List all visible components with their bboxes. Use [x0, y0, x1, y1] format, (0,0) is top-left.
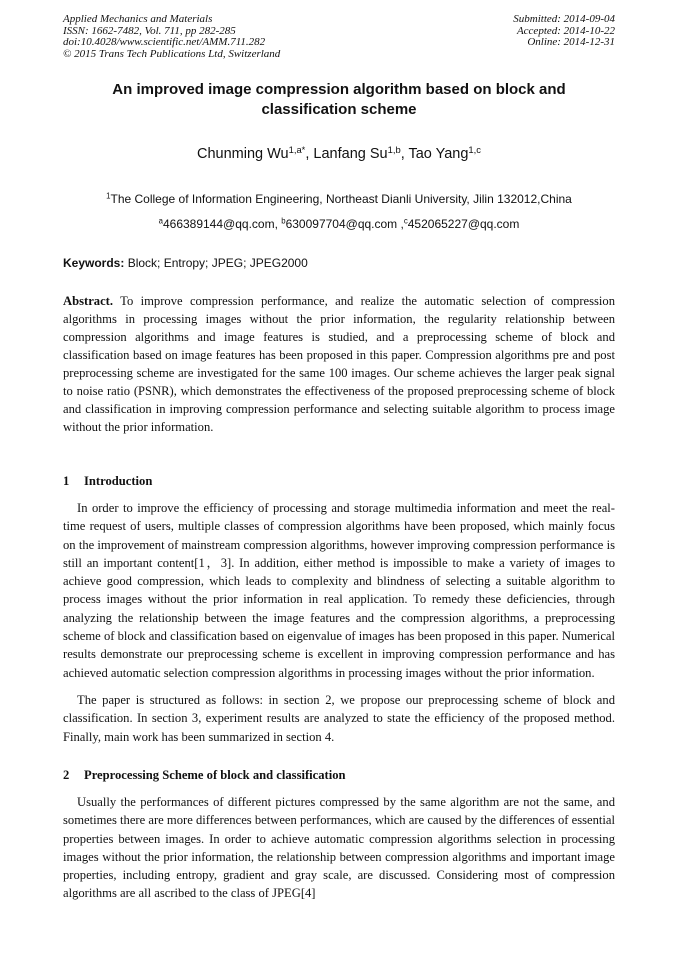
title-line-1: An improved image compression algorithm based on block and — [112, 81, 566, 98]
author-name: Tao Yang — [408, 146, 469, 162]
author-emails — [63, 217, 615, 231]
body-paragraph: Usually the performances of different pictures compressed by the same algorithm are not the same, and sometimes there are more differences between performances, which are caused by the differences of essential properties between images. In order to achieve automatic compression algorithms selection in processing images without the prior information, the relationship between compression algorithms and important image properties, including entropy, gradient and gray scale, are discussed. Considering most of compression algorithms are all ascribed to the class of JPEG[4] — [63, 795, 615, 901]
body-paragraph: The paper is structured as follows: in section 2, we propose our preprocessing scheme of block and classification. In section 3, experiment results are analyzed to state the efficiency of the proposed method. Finally, main work has been summarized in section 4. — [63, 693, 615, 744]
author-name: Lanfang Su — [313, 146, 388, 162]
abstract-text: To improve compression performance, and realize the automatic selection of compression algorithms in processing images without the prior information, the regularity relationship between compression algorithms and image features is studied, and a preprocessing scheme of block and classification based on image features has been proposed in this paper. Compression algorithms pre and post preprocessing scheme are investigated for the same 100 images. Our scheme achieves the larger peak signal to noise ratio (PSNR), which demonstrates the effectiveness of the proposed preprocessing scheme of block and classification in improving compression performance and selecting suitable algorithm to process image without the prior information. — [63, 294, 615, 435]
author-list — [63, 143, 615, 162]
paper-title — [63, 80, 615, 120]
author-affiliation-marker: 1,a* — [288, 143, 306, 155]
section-heading-preprocessing — [63, 768, 346, 783]
keywords — [63, 256, 615, 270]
abstract-label: Abstract. — [63, 294, 114, 308]
email-marker: b — [281, 216, 286, 226]
section-number: 1 — [63, 474, 70, 488]
title-line-2: classification scheme — [261, 101, 417, 118]
online-date: Online: 2014-12-31 — [527, 36, 615, 49]
body-paragraph: In order to improve the efficiency of processing and storage multimedia information and meet the real-time request of users, multiple classes of compression algorithms have been proposed, which mainly focus on the improvement of mainstream compression algorithms, however improving compression performance is still an important content[1，3]. In addition, either method is impossible to make a variety of images to achieve good compression, which leads to complexity and blindness of selecting a suitable algorithm to process images without the prior information in real application. To remedy these deficiencies, through analyzing the relationship between the image features and the compression algorithms, a preprocessing scheme of block and classification based on eigenvalue of images has been proposed in this paper. Numerical results demonstrate our preprocessing scheme is excellent in improving compression performance and has achieved automatic selection compression algorithms in processing images without the prior information. — [63, 501, 615, 680]
section-number: 2 — [63, 768, 70, 782]
email-marker: a — [158, 216, 163, 226]
issn-line: ISSN: 1662-7482, Vol. 711, pp 282-285 — [63, 24, 236, 37]
journal-info — [63, 14, 280, 60]
section-title: Introduction — [84, 474, 153, 488]
author-affiliation-marker: 1,b — [387, 143, 401, 155]
email-address: 452065227@qq.com — [407, 217, 520, 231]
email-marker: c — [403, 216, 408, 226]
submitted-date: Submitted: 2014-09-04 — [513, 13, 615, 25]
section-title: Preprocessing Scheme of block and classification — [84, 768, 346, 782]
abstract — [63, 292, 615, 436]
author-separator: , — [400, 146, 409, 162]
email-address: 630097704@qq.com , — [285, 217, 404, 231]
affiliation-marker: 1 — [106, 191, 111, 201]
affiliation-text: The College of Information Engineering, Northeast Dianli University, Jilin 132012,China — [110, 192, 572, 206]
copyright-line: © 2015 Trans Tech Publications Ltd, Switzerland — [63, 47, 281, 60]
author-name: Chunming Wu — [197, 146, 289, 162]
affiliation — [63, 192, 615, 206]
submission-dates — [513, 14, 615, 49]
keywords-text: Block; Entropy; JPEG; JPEG2000 — [124, 256, 308, 270]
email-address: 466389144@qq.com, — [162, 217, 282, 231]
doi-line: doi:10.4028/www.scientific.net/AMM.711.282 — [63, 36, 266, 49]
keywords-label: Keywords: — [63, 256, 125, 270]
section-heading-introduction — [63, 474, 152, 489]
journal-name: Applied Mechanics and Materials — [63, 13, 213, 25]
author-separator: , — [305, 146, 314, 162]
accepted-date: Accepted: 2014-10-22 — [516, 24, 615, 37]
author-affiliation-marker: 1,c — [468, 143, 481, 155]
